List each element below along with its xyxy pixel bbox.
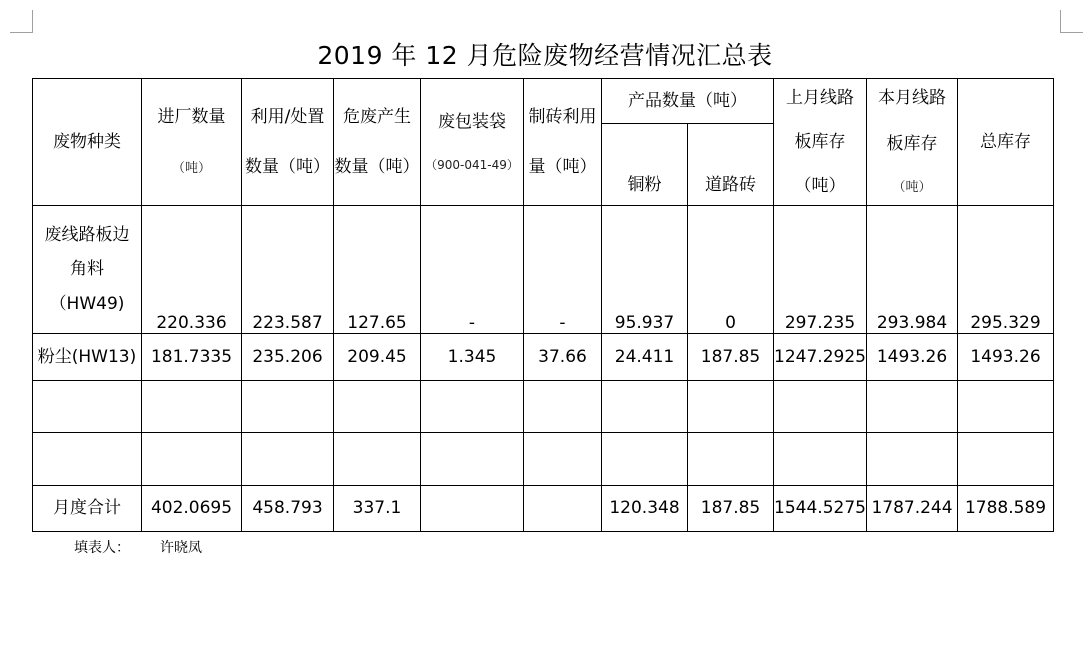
- table-row: [33, 334, 1054, 381]
- report-title: 2019 年 12 月危险废物经营情况汇总表: [317, 41, 773, 70]
- total-use-disposal: 458.793: [242, 486, 334, 532]
- empty-cell: [524, 433, 602, 486]
- row-name-line: （HW49): [49, 293, 125, 314]
- total-copper: 120.348: [602, 486, 688, 532]
- cell-intake: 181.7335: [142, 334, 242, 381]
- empty-cell: [242, 433, 334, 486]
- empty-cell: [334, 433, 421, 486]
- total-brick-use: [524, 486, 602, 532]
- cell-use-disposal: 235.206: [242, 334, 334, 381]
- summary-table: [32, 78, 1054, 532]
- cell-use-disposal: 223.587: [242, 206, 334, 334]
- header-intake-unit: （吨）: [171, 161, 211, 177]
- cell-brick-use: -: [524, 206, 602, 334]
- empty-cell: [142, 381, 242, 433]
- header-last-month-stock: [774, 79, 867, 206]
- header-use-label: 利用/处置: [250, 107, 325, 127]
- header-copper-label: 铜粉: [627, 174, 662, 195]
- header-hazwaste-generated: [334, 79, 421, 206]
- row-name-cell: 粉尘(HW13): [33, 334, 142, 381]
- row-name-line: 废线路板边: [44, 224, 130, 245]
- header-row-1: [33, 79, 1054, 124]
- form-filler: [74, 537, 202, 557]
- empty-cell: [958, 433, 1054, 486]
- cell-intake: 220.336: [142, 206, 242, 334]
- form-filler-label: 填表人：: [74, 540, 130, 556]
- header-last-month-l1: 上月线路: [786, 88, 854, 108]
- cell-copper: 95.937: [602, 206, 688, 334]
- empty-cell: [774, 381, 867, 433]
- cell-total-stock: 1493.26: [958, 334, 1054, 381]
- header-use-disposal-qty: [242, 79, 334, 206]
- total-waste-bags: [421, 486, 524, 532]
- empty-cell: [421, 433, 524, 486]
- total-road-brick: 187.85: [688, 486, 774, 532]
- header-this-month-unit: （吨）: [892, 180, 932, 196]
- header-generated-label: 危废产生: [343, 107, 411, 127]
- total-label: 月度合计: [33, 486, 142, 532]
- total-generated: 337.1: [334, 486, 421, 532]
- cell-waste-bags: 1.345: [421, 334, 524, 381]
- header-bags-label: 废包装袋: [438, 112, 506, 132]
- total-intake: 402.0695: [142, 486, 242, 532]
- row-name-cell: [33, 206, 142, 334]
- header-copper-powder: [602, 124, 688, 206]
- header-road-brick-label: 道路砖: [705, 174, 756, 195]
- empty-cell: [142, 433, 242, 486]
- header-waste-type-label: 废物种类: [53, 131, 121, 152]
- empty-cell: [688, 381, 774, 433]
- total-total-stock: 1788.589: [958, 486, 1054, 532]
- cell-road-brick: 0: [688, 206, 774, 334]
- empty-cell: [242, 381, 334, 433]
- empty-cell: [774, 433, 867, 486]
- header-total-stock: [958, 79, 1054, 206]
- empty-cell: [867, 433, 958, 486]
- header-brick-unit: 量（吨）: [528, 156, 597, 177]
- header-use-unit: 数量（吨）: [245, 156, 330, 177]
- header-intake-qty: [142, 79, 242, 206]
- header-generated-unit: 数量（吨）: [334, 156, 420, 177]
- empty-row: [33, 381, 1054, 433]
- table-row: [33, 206, 1054, 334]
- header-last-month-unit: （吨）: [794, 175, 846, 196]
- empty-cell: [524, 381, 602, 433]
- total-last-month-stock: 1544.5275: [774, 486, 867, 532]
- header-this-month-stock: [867, 79, 958, 206]
- empty-cell: [33, 433, 142, 486]
- cell-generated: 127.65: [334, 206, 421, 334]
- header-road-brick: [688, 124, 774, 206]
- header-products-label: 产品数量（吨）: [628, 90, 747, 111]
- header-waste-bags: [421, 79, 524, 206]
- crop-mark-top-left: [10, 10, 33, 33]
- cell-last-month-stock: 297.235: [774, 206, 867, 334]
- cell-road-brick: 187.85: [688, 334, 774, 381]
- header-intake-label: 进厂数量: [157, 107, 226, 127]
- cell-this-month-stock: 1493.26: [867, 334, 958, 381]
- header-bags-code: （900-041-49）: [425, 157, 519, 172]
- cell-last-month-stock: 1247.2925: [774, 334, 867, 381]
- header-brick-use: [524, 79, 602, 206]
- cell-brick-use: 37.66: [524, 334, 602, 381]
- header-brick-label: 制砖利用: [528, 107, 597, 127]
- empty-row: [33, 433, 1054, 486]
- header-products-group: [602, 79, 774, 124]
- empty-cell: [602, 381, 688, 433]
- empty-cell: [602, 433, 688, 486]
- header-this-month-l2: 板库存: [886, 134, 938, 155]
- empty-cell: [867, 381, 958, 433]
- cell-copper: 24.411: [602, 334, 688, 381]
- total-row: [33, 486, 1054, 532]
- crop-mark-top-right: [1060, 10, 1083, 33]
- header-total-stock-label: 总库存: [980, 131, 1031, 152]
- empty-cell: [33, 381, 142, 433]
- cell-waste-bags: -: [421, 206, 524, 334]
- empty-cell: [958, 381, 1054, 433]
- empty-cell: [688, 433, 774, 486]
- row-name-line: 角料: [70, 259, 104, 280]
- header-last-month-l2: 板库存: [794, 131, 846, 152]
- cell-this-month-stock: 293.984: [867, 206, 958, 334]
- empty-cell: [421, 381, 524, 433]
- cell-generated: 209.45: [334, 334, 421, 381]
- form-filler-name: 许晓凤: [160, 540, 202, 556]
- cell-total-stock: 295.329: [958, 206, 1054, 334]
- header-this-month-l1: 本月线路: [878, 88, 946, 108]
- header-waste-type: [33, 79, 142, 206]
- total-this-month-stock: 1787.244: [867, 486, 958, 532]
- empty-cell: [334, 381, 421, 433]
